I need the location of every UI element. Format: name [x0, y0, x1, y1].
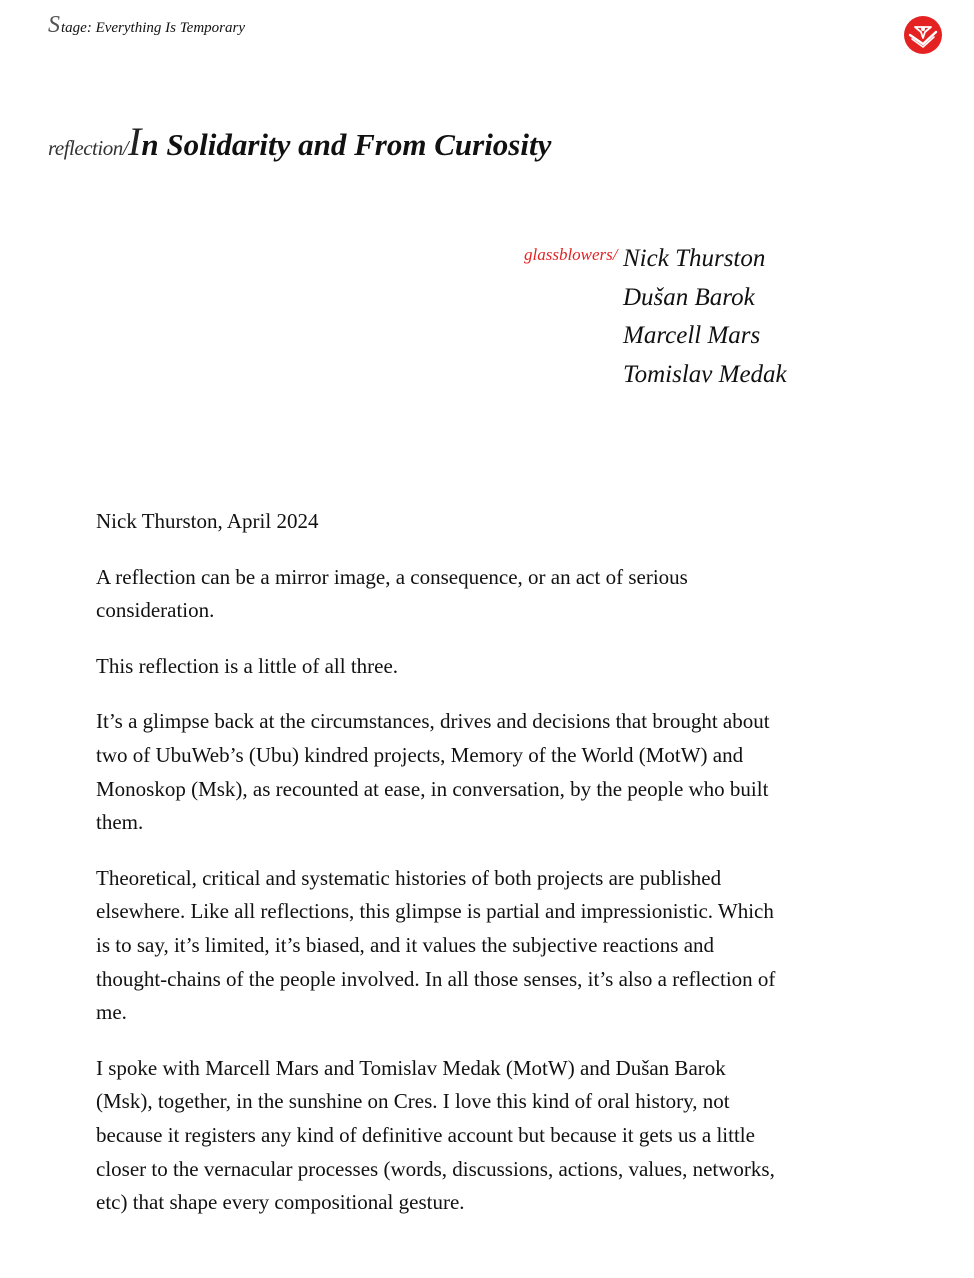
glassblower-name[interactable]: Tomislav Medak	[623, 360, 787, 388]
title-kicker: reflection/	[48, 136, 129, 160]
glassblower-name[interactable]: Marcell Mars	[623, 322, 761, 349]
page-title	[48, 118, 551, 165]
article-paragraph: A reflection can be a mirror image, a consequence, or an act of serious consideration.	[96, 564, 688, 623]
red-circle-emblem-icon[interactable]	[903, 15, 943, 55]
article-paragraph: I spoke with Marcell Mars and Tomislav Medak (MotW) and Dušan Barok (Msk), together, in the sunshine on Cres. I love this kind of oral history, not because it registers any kind of definitive account but because it gets us a little closer to the vernacular processes (words, discussions, actions, values, networks, etc) that shape every compositional gesture.	[96, 1055, 775, 1215]
stage-breadcrumb[interactable]	[48, 12, 245, 39]
article-paragraph: It’s a glimpse back at the circumstances, drives and decisions that brought about two of UbuWeb’s (Ubu) kindred projects, Memory of the World (MotW) and Monoskop (Msk), as recounted at ease, in conversation, by the people who built them.	[96, 709, 770, 835]
stage-text: tage: Everything Is Temporary	[61, 20, 245, 36]
article-byline: Nick Thurston, April 2024	[96, 509, 319, 533]
glassblower-name[interactable]: Nick Thurston	[623, 245, 766, 272]
article-paragraph: This reflection is a little of all three.	[96, 653, 399, 678]
glassblowers-kicker: glassblowers/	[524, 245, 618, 264]
glassblowers-list	[623, 240, 787, 394]
glassblower-name[interactable]: Dušan Barok	[623, 283, 755, 311]
title-text: n Solidarity and From Curiosity	[141, 127, 552, 162]
article-body	[96, 505, 786, 1242]
stage-initial: S	[48, 12, 60, 38]
title-initial: I	[128, 119, 142, 164]
article-paragraph: Theoretical, critical and systematic histories of both projects are published elsewhere. Like all reflections, this glimpse is partial and impressionistic. Which is to say, it’s limited, it’s biased, and it values the subjective reactions and thought-chains of the people involved. In all those senses, it’s also a reflection of me.	[96, 865, 776, 1025]
